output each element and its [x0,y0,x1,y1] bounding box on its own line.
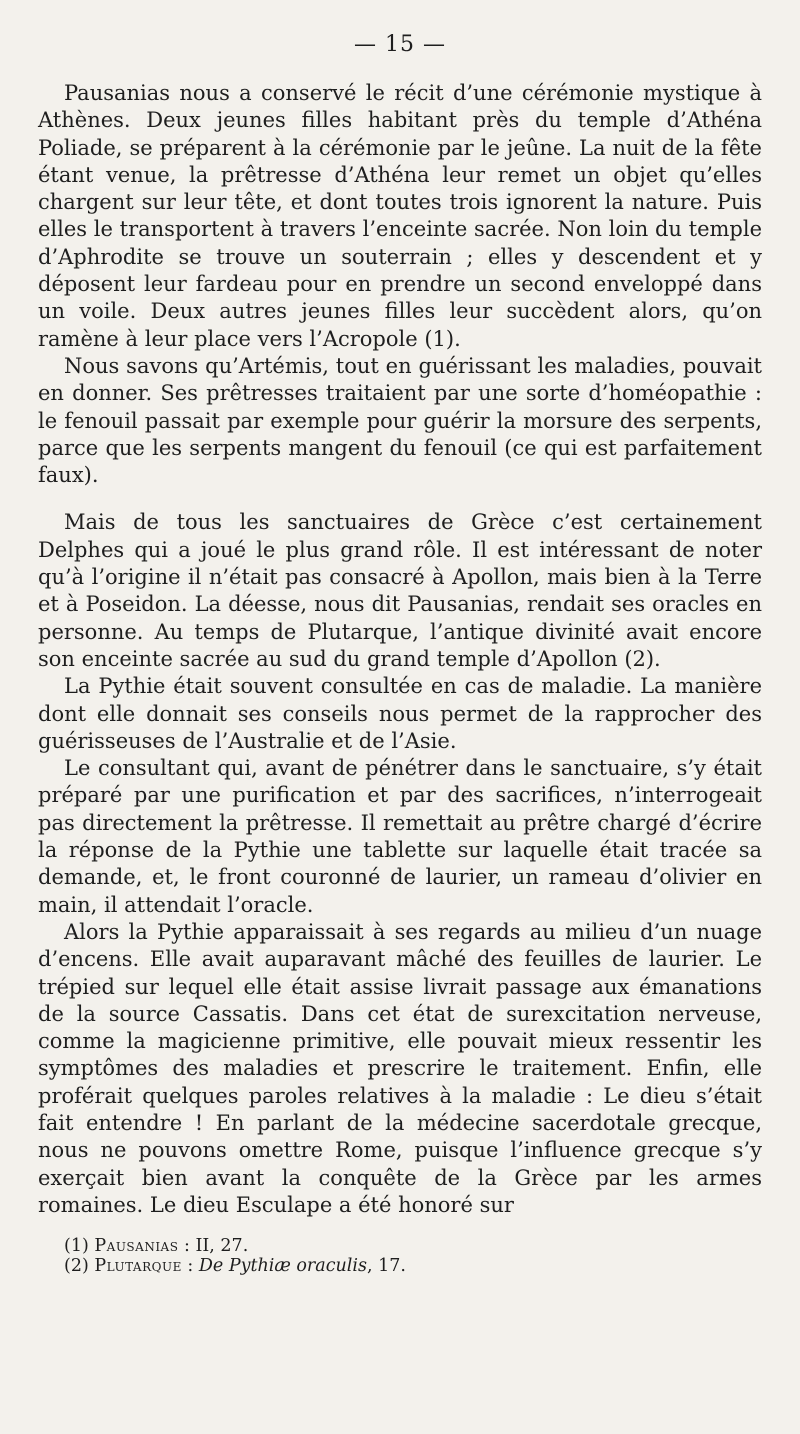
footnote-author: Pausanias [94,1236,179,1256]
footnote-separator: : [181,1256,199,1276]
paragraph-artemis [38,353,762,489]
footnote-work-title: De Pythiæ oraculis [198,1256,367,1276]
paragraph-consultant [38,755,762,919]
footnote-2 [64,1256,744,1276]
paragraph-text: La Pythie était souvent consultée en cas de maladie. La manière dont elle donnait ses conseils nous permet de la rapprocher des guérisseuses de l’Australie et de l’Asie. [38,674,762,753]
footnote-reference: (2). [624,646,661,671]
paragraph-text: Alors la Pythie apparaissait à ses regards au milieu d’un nuage d’encens. Elle avait auparavant mâché des feuilles de laurier. Le trépied sur lequel elle était assise livrait passage aux émanations de la source Cassatis. Dans cet état de surexcitation nerveuse, comme la magicienne primitive, elle pouvait mieux ressentir les symptômes des maladies et prescrire le traitement. Enfin, elle proférait quelques paroles relatives à la maladie : Le dieu s’était fait entendre ! En parlant de la médecine sacerdotale grecque, nous ne pouvons omettre Rome, puisque l’influence grecque s’y exerçait bien avant la conquête de la Grèce par les armes romaines. Le dieu Esculape a été honoré sur [38,919,762,1217]
footnote-reference-text: , 17. [366,1256,406,1276]
footnotes [64,1236,744,1276]
footnote-1 [64,1236,744,1256]
paragraph-text: Le consultant qui, avant de pénétrer dans le sanctuaire, s’y était préparé par une purification et par des sacrifices, n’interrogeait pas directement la prêtresse. Il remettait au prêtre chargé d’écrire la réponse de la Pythie une tablette sur laquelle était tracée sa demande, et, le front couronné de laurier, un rameau d’olivier en main, il attendait l’oracle. [38,756,762,917]
paragraph-text: Mais de tous les sanctuaires de Grèce c’est certainement Delphes qui a joué le plus grand rôle. Il est intéressant de noter qu’à l’origine il n’était pas consacré à Apollon, mais bien à la Terre et à Poseidon. La déesse, nous dit Pausanias, rendait ses oracles en personne. Au temps de Plutarque, l’antique divinité avait encore son enceinte sacrée au sud du grand temple d’Apollon [38,510,762,671]
footnote-reference-text: : II, 27. [178,1236,249,1256]
footnote-author: Plutarque [94,1256,182,1276]
paragraph-pythie [38,673,762,755]
paragraph-text: Pausanias nous a conservé le récit d’une cérémonie mystique à Athènes. Deux jeunes filles habitant près du temple d’Athéna Poliade, se préparent à la cérémonie par le jeûne. La nuit de la fête étant venue, la prêtresse d’Athéna leur remet un objet qu’elles chargent sur leur tête, et dont toutes trois ignorent la nature. Puis elles le transportent à travers l’enceinte sacrée. Non loin du temple d’Aphrodite se trouve un souterrain ; elles y descendent et y déposent leur fardeau pour en prendre un second enveloppé dans un voile. Deux autres jeunes filles leur succèdent alors, qu’on ramène à leur place vers l’Acropole [38,81,762,351]
footnote-number: (2) [64,1256,89,1276]
paragraph-panathenaea [38,80,762,353]
body-text [38,80,762,1219]
page-number: — 15 — [354,32,446,57]
paragraph-text: Nous savons qu’Artémis, tout en guérissant les maladies, pouvait en donner. Ses prêtresses traitaient par une sorte d’homéopathie : le fenouil passait par exemple pour guérir la morsure des serpents, parce que les serpents mangent du fenouil (ce qui est parfaitement faux). [38,353,762,488]
paragraph-oracle [38,919,762,1219]
footnote-number: (1) [64,1236,89,1256]
paragraph-delphes [38,509,762,673]
footnote-reference: (1). [424,326,461,351]
